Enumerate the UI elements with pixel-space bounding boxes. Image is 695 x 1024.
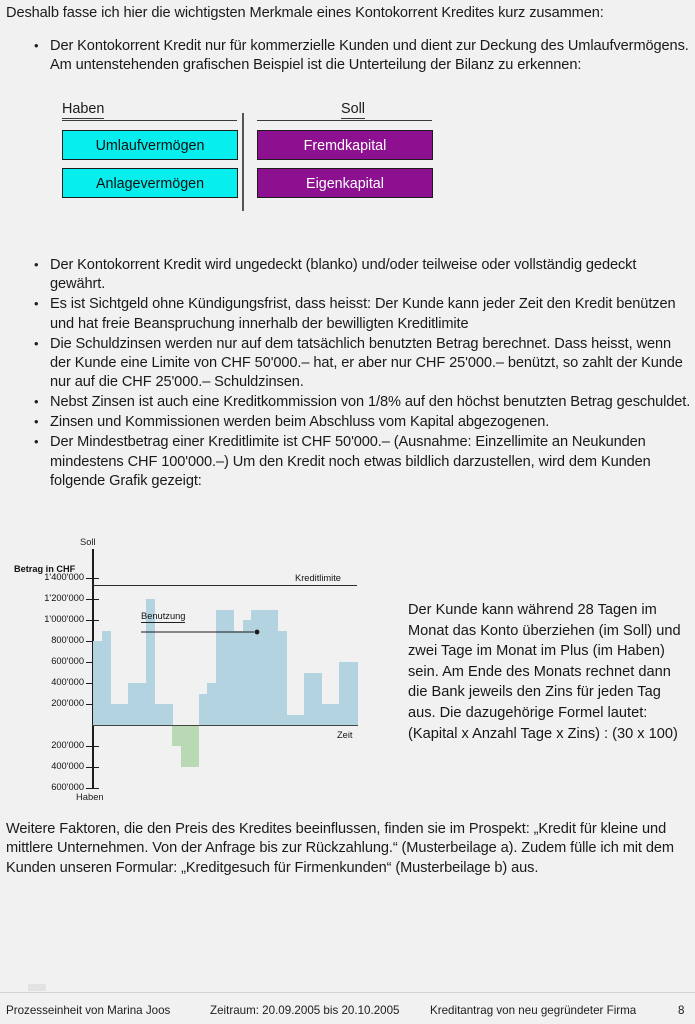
chart-zero-line [92, 725, 358, 726]
chart-y-tick-text: 400'000 [51, 761, 84, 771]
box-umlaufvermoegen: Umlaufvermögen [62, 130, 238, 160]
closing-paragraph: Weitere Faktoren, die den Preis des Kredites beeinflussen, finden sie im Prospekt: „Kredit für kleine und mittlere Unternehmen. Von der Anfrage bis zur Rückzahlung.“ (Musterbeilage a). Zudem fülle ich mit dem Kunden unseren Formular: „Kreditgesuch für Firmenkunden“ (Musterbeilage b) aus. [6, 821, 674, 876]
list-item [28, 256, 692, 295]
balance-header-haben: Haben [62, 101, 105, 117]
balance-rule-left [62, 120, 237, 121]
bullet-text: Der Mindestbetrag einer Kreditlimite ist CHF 50'000.– (Ausnahme: Einzellimite an Neukunden mindestens CHF 100'000.–) Um den Kredit noch etwas bildlich darzustellen, wird dem Kunden folgende Grafik gezeigt: [50, 434, 651, 489]
box-fremdkapital: Fremdkapital [257, 130, 433, 160]
chart-y-tick-label [0, 635, 84, 646]
list-item [28, 335, 692, 393]
chart-y-tick-text: 600'000 [51, 782, 84, 792]
main-bullet-list [28, 256, 692, 492]
chart-ylabel: Betrag in CHF [14, 564, 76, 574]
chart-y-tick-label [0, 656, 84, 667]
balance-sheet-diagram [57, 101, 437, 214]
list-item [28, 393, 692, 412]
benutzung-label: Benutzung [141, 611, 186, 621]
chart-y-tick-text: 1'200'000 [44, 593, 84, 603]
usage-chart [0, 536, 390, 808]
arrow-right-icon [141, 629, 263, 636]
box-anlagevermoegen: Anlagevermögen [62, 168, 238, 198]
footer-period: Zeitraum: 20.09.2005 bis 20.10.2005 [210, 1004, 400, 1017]
chart-y-tick-text: 1'000'000 [44, 614, 84, 624]
chart-y-tick-label [0, 761, 84, 772]
list-item [28, 433, 692, 491]
chart-y-tick-label [0, 740, 84, 751]
bullet-text: Es ist Sichtgeld ohne Kündigungsfrist, dass heisst: Der Kunde kann jeder Zeit den Kredit benützen und hat freie Beanspruchung innerhalb der bewilligten Kreditlimite [50, 296, 676, 332]
bullet-text: Der Kontokorrent Kredit nur für kommerzielle Kunden und dient zur Deckung des Umlaufvermögens. Am untenstehenden grafischen Beispiel ist die Unterteilung der Bilanz zu erkennen: [50, 38, 689, 74]
chart-y-tick-text: 400'000 [51, 677, 84, 687]
chart-y-tick-text: 800'000 [51, 635, 84, 645]
credit-limit-label: Kreditlimite [295, 573, 341, 583]
bullet-text: Der Kontokorrent Kredit wird ungedeckt (blanko) und/oder teilweise oder vollständig gedeckt gewährt. [50, 257, 637, 293]
chart-bar [190, 725, 199, 767]
top-bullet-list [28, 37, 690, 76]
footer-subject: Kreditantrag von neu gegründeter Firma [430, 1004, 637, 1017]
box-eigenkapital: Eigenkapital [257, 168, 433, 198]
chart-y-tick-text: 200'000 [51, 740, 84, 750]
chart-y-tick-label [0, 677, 84, 688]
footer-divider [0, 992, 695, 993]
bullet-text: Zinsen und Kommissionen werden beim Abschluss vom Kapital abgezogenen. [50, 414, 550, 431]
footer-author: Prozesseinheit von Marina Joos [6, 1004, 171, 1017]
balance-rule-right [257, 120, 432, 121]
bullet-text: Nebst Zinsen ist auch eine Kreditkommission von 1/8% auf den höchst benutzten Betrag geschuldet. [50, 394, 691, 411]
chart-y-tick-text: 600'000 [51, 656, 84, 666]
chart-bar [348, 662, 357, 725]
chart-y-tick-label [0, 572, 84, 583]
chart-y-tick-text: 1'400'000 [44, 572, 84, 582]
chart-xlabel: Zeit [337, 730, 353, 740]
chart-bar [278, 631, 287, 726]
list-item [28, 413, 692, 432]
balance-header-soll: Soll [341, 101, 365, 117]
list-item [28, 295, 692, 334]
chart-y-tick-label [0, 593, 84, 604]
chart-plot-area [0, 536, 390, 808]
bullet-text: Die Schuldzinsen werden nur auf dem tatsächlich benutzten Betrag berechnet. Dass heisst, wenn der Kunde eine Limite von CHF 50'000.– hat, er aber nur CHF 25'000.– benützt, so zahlt der Kunde nur auf die CHF 25'000.– Schuldzinsen. [50, 335, 683, 391]
chart-axis-bottom-label: Haben [76, 791, 104, 802]
chart-y-tick-label [0, 614, 84, 625]
chart-bars [93, 549, 357, 789]
intro-paragraph: Deshalb fasse ich hier die wichtigsten Merkmale eines Kontokorrent Kredites kurz zusammen: [6, 5, 604, 21]
side-paragraph: Der Kunde kann während 28 Tagen im Monat das Konto überziehen (im Soll) und zwei Tage im Monat im Plus (im Haben) sein. Am Ende des Monats rechnet dann die Bank jeweils den Zins für jeden Tag aus. Die dazugehörige Formel lautet: (Kapital x Anzahl Tage x Zins) : (30 x 100) [408, 602, 681, 742]
benutzung-annotation [141, 611, 271, 641]
list-item [28, 37, 690, 76]
chart-y-tick-label [0, 698, 84, 709]
balance-divider [242, 113, 244, 211]
chart-y-tick-text: 200'000 [51, 698, 84, 708]
scan-artifact [28, 984, 46, 991]
chart-axis-top-label: Soll [80, 536, 96, 547]
footer-page-number: 8 [678, 1004, 685, 1017]
chart-bar [163, 704, 172, 725]
chart-y-tick-label [0, 782, 84, 793]
